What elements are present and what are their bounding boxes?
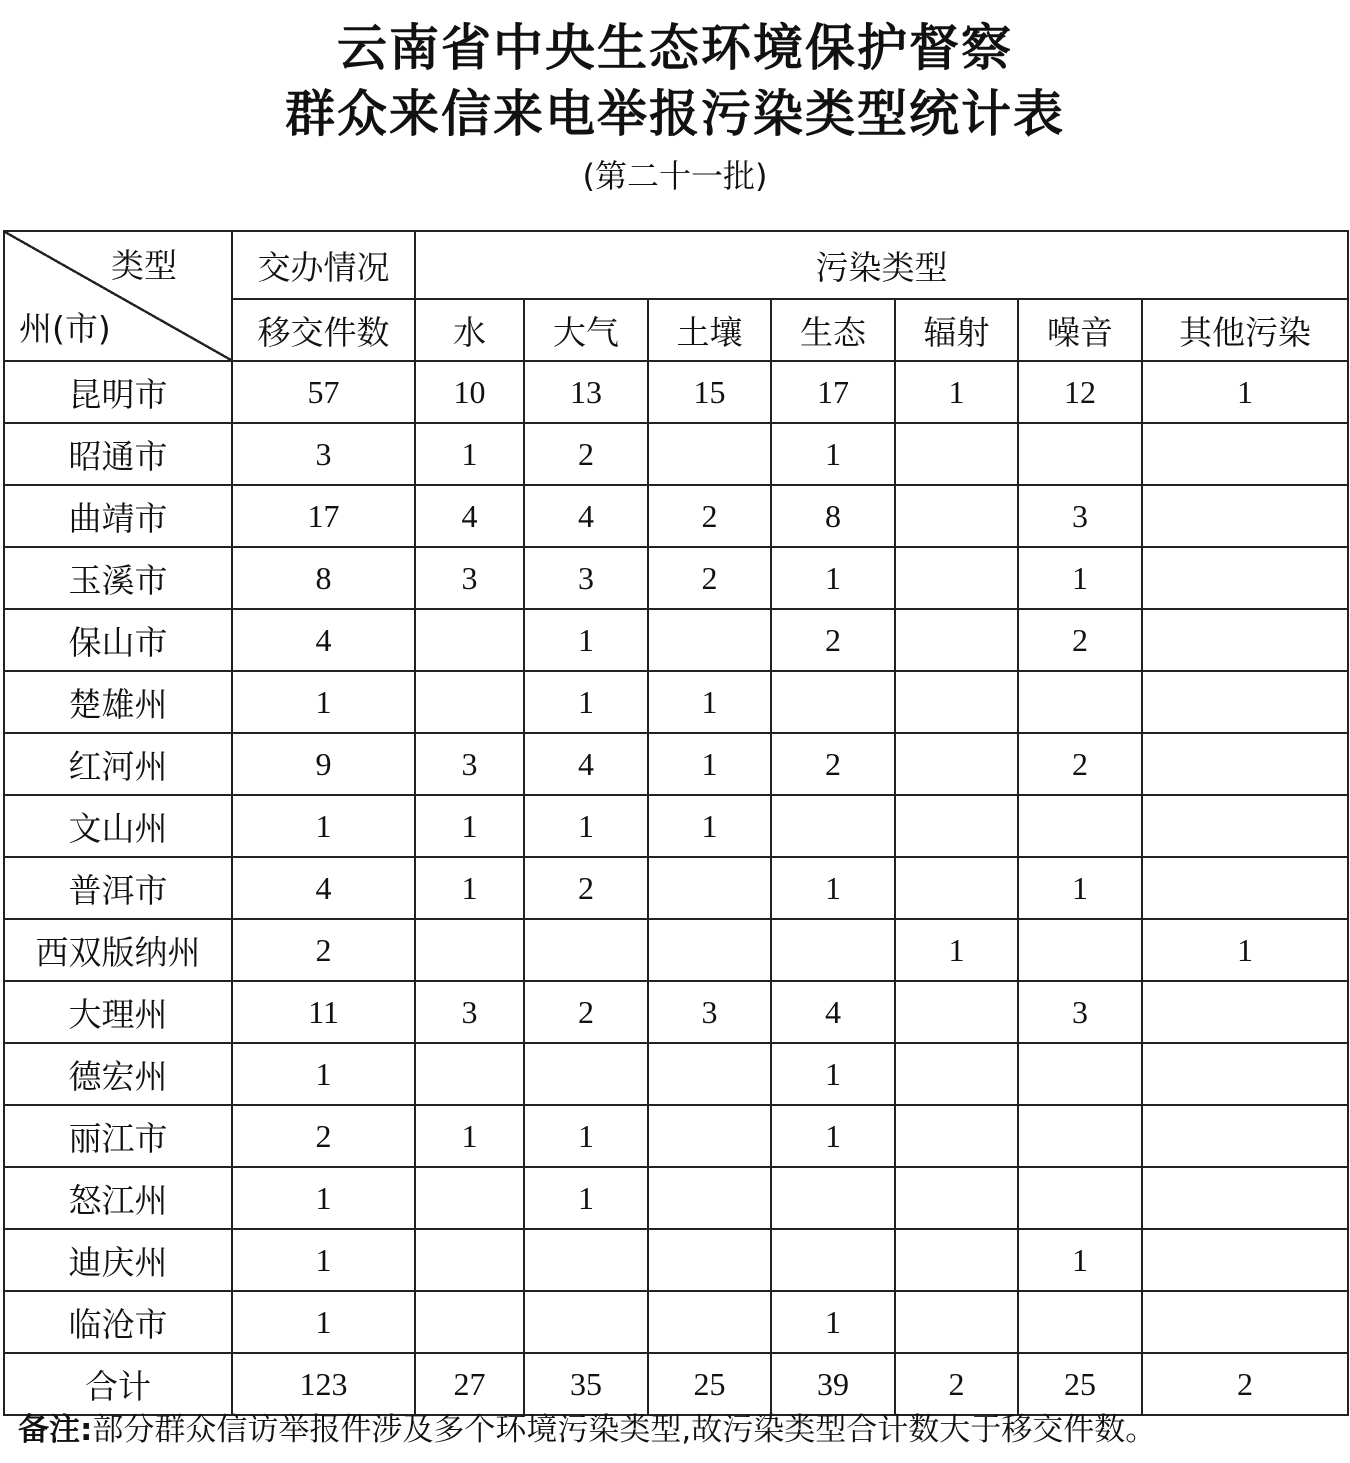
value-cell: 1: [232, 1167, 415, 1229]
total-label: 合计: [4, 1353, 232, 1415]
value-cell: [524, 919, 648, 981]
value-cell: 1: [232, 1043, 415, 1105]
subtitle: (第二十一批): [582, 157, 768, 195]
value-cell: 1: [415, 1105, 524, 1167]
region-cell: 迪庆州: [4, 1229, 232, 1291]
value-cell: 1: [771, 1291, 895, 1353]
value-cell: 2: [524, 857, 648, 919]
value-cell: 1: [232, 795, 415, 857]
region-cell: 保山市: [4, 609, 232, 671]
value-cell: 2: [232, 919, 415, 981]
value-cell: [895, 547, 1018, 609]
header-column: 噪音: [1018, 299, 1142, 361]
value-cell: 8: [771, 485, 895, 547]
value-cell: 1: [232, 1291, 415, 1353]
value-cell: 3: [1018, 485, 1142, 547]
value-cell: [415, 1229, 524, 1291]
total-value-cell: 25: [1018, 1353, 1142, 1415]
value-cell: [1142, 795, 1348, 857]
header-region-label: 州(市): [19, 309, 111, 348]
value-cell: [1142, 671, 1348, 733]
value-cell: [524, 1291, 648, 1353]
value-cell: 2: [771, 609, 895, 671]
header-column: 土壤: [648, 299, 771, 361]
total-value-cell: 2: [1142, 1353, 1348, 1415]
value-cell: [895, 857, 1018, 919]
table-row: [4, 1105, 1348, 1167]
diagonal-header-cell: [4, 231, 232, 361]
value-cell: [1018, 671, 1142, 733]
value-cell: [895, 795, 1018, 857]
value-cell: [1142, 1167, 1348, 1229]
value-cell: 3: [415, 547, 524, 609]
region-cell: 曲靖市: [4, 485, 232, 547]
header-row-1: [4, 231, 1348, 299]
header-column: 大气: [524, 299, 648, 361]
value-cell: 3: [415, 733, 524, 795]
value-cell: 1: [771, 1105, 895, 1167]
value-cell: [648, 1167, 771, 1229]
value-cell: 11: [232, 981, 415, 1043]
value-cell: [771, 671, 895, 733]
value-cell: 1: [524, 1167, 648, 1229]
value-cell: [1142, 733, 1348, 795]
value-cell: 1: [524, 609, 648, 671]
table-row: [4, 733, 1348, 795]
table-row: [4, 1291, 1348, 1353]
value-cell: 1: [524, 671, 648, 733]
header-column: 生态: [771, 299, 895, 361]
value-cell: 1: [771, 423, 895, 485]
region-cell: 丽江市: [4, 1105, 232, 1167]
total-value-cell: 27: [415, 1353, 524, 1415]
table-row: [4, 609, 1348, 671]
value-cell: 1: [895, 361, 1018, 423]
table-row: [4, 1229, 1348, 1291]
header-type-label: 类型: [111, 246, 177, 285]
value-cell: 4: [771, 981, 895, 1043]
value-cell: [895, 1043, 1018, 1105]
value-cell: 13: [524, 361, 648, 423]
value-cell: [895, 1229, 1018, 1291]
table-row: [4, 361, 1348, 423]
total-value-cell: 25: [648, 1353, 771, 1415]
region-cell: 昆明市: [4, 361, 232, 423]
value-cell: [415, 1043, 524, 1105]
value-cell: [1142, 423, 1348, 485]
title-line-2: 群众来信来电举报污染类型统计表: [285, 85, 1065, 143]
header-column: 水: [415, 299, 524, 361]
value-cell: [1142, 981, 1348, 1043]
value-cell: [524, 1229, 648, 1291]
value-cell: 2: [771, 733, 895, 795]
value-cell: 1: [232, 1229, 415, 1291]
header-column: 辐射: [895, 299, 1018, 361]
value-cell: 9: [232, 733, 415, 795]
value-cell: [1142, 609, 1348, 671]
value-cell: [648, 1105, 771, 1167]
value-cell: [895, 671, 1018, 733]
value-cell: [1018, 919, 1142, 981]
table-row: [4, 795, 1348, 857]
value-cell: 1: [524, 1105, 648, 1167]
value-cell: 10: [415, 361, 524, 423]
header-column: 其他污染: [1142, 299, 1348, 361]
table-row: [4, 485, 1348, 547]
value-cell: [1018, 1043, 1142, 1105]
value-cell: [895, 485, 1018, 547]
value-cell: 1: [415, 795, 524, 857]
value-cell: [895, 1291, 1018, 1353]
value-cell: 1: [648, 733, 771, 795]
value-cell: 3: [415, 981, 524, 1043]
value-cell: 4: [524, 733, 648, 795]
value-cell: 2: [648, 547, 771, 609]
value-cell: 1: [524, 795, 648, 857]
value-cell: 1: [415, 423, 524, 485]
value-cell: 3: [524, 547, 648, 609]
value-cell: [1142, 1105, 1348, 1167]
value-cell: [895, 981, 1018, 1043]
value-cell: [1142, 1229, 1348, 1291]
value-cell: [415, 609, 524, 671]
value-cell: [1142, 1043, 1348, 1105]
value-cell: 4: [415, 485, 524, 547]
value-cell: 2: [524, 981, 648, 1043]
table-row: [4, 547, 1348, 609]
value-cell: 1: [415, 857, 524, 919]
value-cell: 1: [771, 1043, 895, 1105]
value-cell: [895, 609, 1018, 671]
value-cell: 57: [232, 361, 415, 423]
region-cell: 昭通市: [4, 423, 232, 485]
value-cell: [1018, 1105, 1142, 1167]
value-cell: 2: [524, 423, 648, 485]
table-row: [4, 423, 1348, 485]
value-cell: [1142, 857, 1348, 919]
total-value-cell: 2: [895, 1353, 1018, 1415]
value-cell: [1018, 795, 1142, 857]
value-cell: [1018, 423, 1142, 485]
value-cell: [1142, 1291, 1348, 1353]
value-cell: 3: [1018, 981, 1142, 1043]
footnote: [18, 1404, 1348, 1456]
value-cell: [415, 1167, 524, 1229]
value-cell: [771, 1167, 895, 1229]
table-row: [4, 857, 1348, 919]
value-cell: [1018, 1167, 1142, 1229]
header-pollution-group: 污染类型: [415, 231, 1348, 299]
value-cell: 1: [648, 795, 771, 857]
value-cell: [648, 1043, 771, 1105]
value-cell: 4: [232, 857, 415, 919]
region-cell: 楚雄州: [4, 671, 232, 733]
value-cell: 1: [1018, 1229, 1142, 1291]
value-cell: 2: [232, 1105, 415, 1167]
value-cell: 12: [1018, 361, 1142, 423]
table-row: [4, 919, 1348, 981]
value-cell: [415, 1291, 524, 1353]
value-cell: [1018, 1291, 1142, 1353]
value-cell: 17: [232, 485, 415, 547]
value-cell: 2: [1018, 609, 1142, 671]
value-cell: [771, 1229, 895, 1291]
title-line-1: 云南省中央生态环境保护督察: [337, 19, 1013, 77]
value-cell: 4: [232, 609, 415, 671]
value-cell: 1: [1142, 919, 1348, 981]
value-cell: [648, 423, 771, 485]
total-value-cell: 35: [524, 1353, 648, 1415]
value-cell: [524, 1043, 648, 1105]
value-cell: 3: [648, 981, 771, 1043]
region-cell: 大理州: [4, 981, 232, 1043]
value-cell: 1: [895, 919, 1018, 981]
total-value-cell: 123: [232, 1353, 415, 1415]
value-cell: [648, 919, 771, 981]
value-cell: 1: [1018, 547, 1142, 609]
value-cell: [895, 733, 1018, 795]
value-cell: 1: [1142, 361, 1348, 423]
value-cell: 2: [648, 485, 771, 547]
value-cell: [895, 423, 1018, 485]
region-cell: 玉溪市: [4, 547, 232, 609]
value-cell: 1: [1018, 857, 1142, 919]
value-cell: [648, 1229, 771, 1291]
value-cell: 15: [648, 361, 771, 423]
value-cell: [895, 1105, 1018, 1167]
header-transfer-status: 交办情况: [232, 231, 415, 299]
value-cell: 8: [232, 547, 415, 609]
value-cell: [648, 857, 771, 919]
region-cell: 普洱市: [4, 857, 232, 919]
region-cell: 德宏州: [4, 1043, 232, 1105]
value-cell: [415, 919, 524, 981]
value-cell: [415, 671, 524, 733]
value-cell: [771, 919, 895, 981]
region-cell: 文山州: [4, 795, 232, 857]
value-cell: [771, 795, 895, 857]
footnote-text: 部分群众信访举报件涉及多个环境污染类型,故污染类型合计数大于移交件数。: [92, 1412, 1157, 1448]
value-cell: [648, 609, 771, 671]
region-cell: 怒江州: [4, 1167, 232, 1229]
region-cell: 西双版纳州: [4, 919, 232, 981]
value-cell: [1142, 547, 1348, 609]
value-cell: [895, 1167, 1018, 1229]
table-row: [4, 1043, 1348, 1105]
value-cell: 3: [232, 423, 415, 485]
statistics-table: [3, 230, 1349, 1416]
footnote-label: 备注:: [18, 1412, 93, 1448]
table-row: [4, 981, 1348, 1043]
value-cell: 17: [771, 361, 895, 423]
value-cell: 1: [771, 547, 895, 609]
value-cell: 1: [232, 671, 415, 733]
value-cell: [648, 1291, 771, 1353]
table-row: [4, 1167, 1348, 1229]
value-cell: 1: [648, 671, 771, 733]
table-row: [4, 671, 1348, 733]
value-cell: 1: [771, 857, 895, 919]
value-cell: 4: [524, 485, 648, 547]
region-cell: 临沧市: [4, 1291, 232, 1353]
header-transfer-count: 移交件数: [232, 299, 415, 361]
region-cell: 红河州: [4, 733, 232, 795]
total-value-cell: 39: [771, 1353, 895, 1415]
value-cell: 2: [1018, 733, 1142, 795]
value-cell: [1142, 485, 1348, 547]
